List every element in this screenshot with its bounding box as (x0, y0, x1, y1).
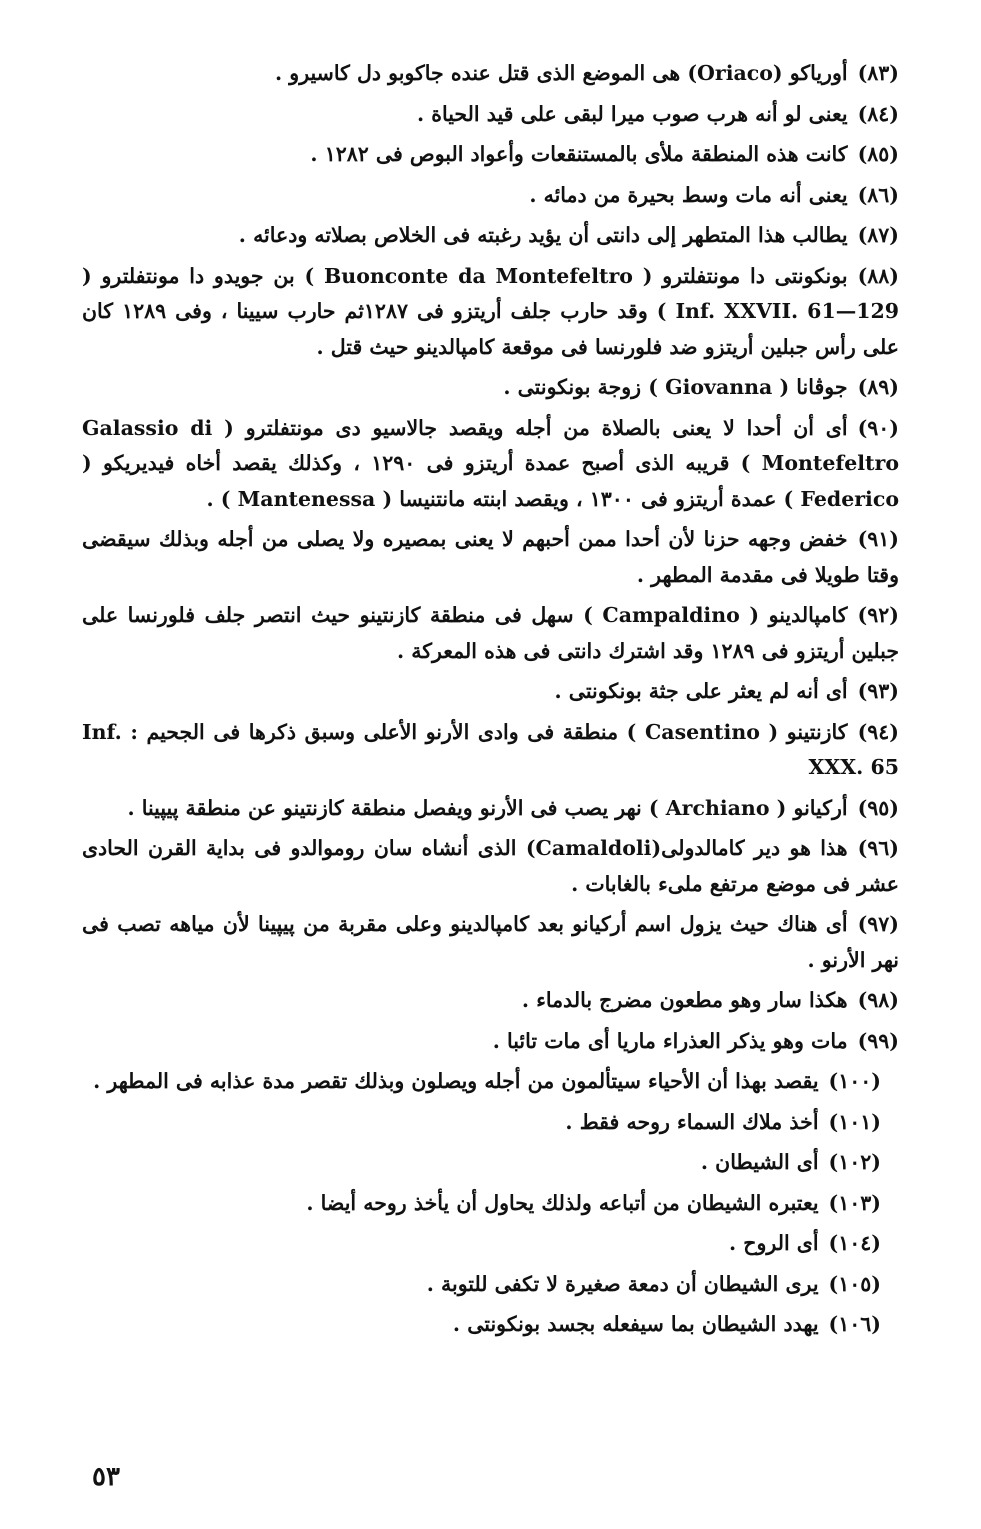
footnote-text: يعنى أنه مات وسط بحيرة من دمائه . (529, 182, 848, 207)
footnote-number: (١٠٥) (828, 1271, 881, 1296)
footnote-number: (١٠٦) (828, 1312, 881, 1336)
footnote (82, 370, 899, 406)
footnote (82, 56, 899, 92)
footnote-text: أورياكو (Oriaco) هى الموضع الذى قتل عنده جاكوبو دل كاسيرو . (275, 61, 848, 85)
footnote-text: يطالب هذا المتطهر إلى دانتى أن يؤيد رغبته فى الخلاص بصلاته ودعائه . (238, 223, 848, 247)
footnote-text: هكذا سار وهو مطعون مضرج بالدماء . (521, 988, 848, 1012)
footnote-text: أى الروح . (729, 1231, 819, 1255)
footnote-number: (٩٦) (857, 836, 899, 860)
footnote-text: يرى الشيطان أن دمعة صغيرة لا تكفى للتوبة . (426, 1271, 819, 1296)
footnote-number: (٨٦) (857, 182, 899, 207)
footnote (82, 598, 899, 669)
footnote (82, 674, 899, 710)
footnote-number: (٨٨) (857, 263, 899, 288)
footnote (82, 522, 899, 593)
footnote-text: يعتبره الشيطان من أتباعه ولذلك يحاول أن يأخذ روحه أيضا . (306, 1190, 819, 1215)
footnote (82, 97, 899, 133)
footnote-text: أى أن أحدا لا يعنى بالصلاة من أجله ويقصد جالاسيو دى مونتفلترو ( Galassio di Montefeltro ) قريبه الذى أصبح عمدة أريتزو فى ١٢٩٠ ، وكذلك يقصد أخاه فيديريكو ( Federico ) عمدة أريتزو فى ١٣٠٠ ، ويقصد ابنته مانتنيسا ( Mantenessa ) . (82, 415, 899, 511)
footnote-number: (٨٤) (857, 101, 899, 126)
footnote (82, 1105, 899, 1141)
footnote-number: (٩٩) (857, 1028, 899, 1053)
footnote-text: جوڤانا ( Giovanna ) زوجة بونكونتى . (503, 375, 848, 399)
footnote-text: مات وهو يذكر العذراء ماريا أى مات تائبا . (492, 1028, 848, 1053)
footnote-number: (٨٣) (857, 61, 899, 85)
footnote-number: (٩٨) (857, 988, 899, 1012)
footnote (82, 1186, 899, 1222)
footnote (82, 715, 899, 786)
footnote (82, 1064, 899, 1100)
footnote-text: يهدد الشيطان بما سيفعله بجسد بونكونتى . (452, 1312, 819, 1336)
footnote (82, 791, 899, 827)
footnote (82, 1024, 899, 1060)
footnote-text: بونكونتى دا مونتفلترو ( Buonconte da Montefeltro ) بن جويدو دا مونتفلترو ( Inf. XXVII. 61—129 ) وقد حارب جلف أريتزو فى ١٢٨٧ثم حارب سيينا ، وفى ١٢٨٩ كان على رأس جبلين أريتزو ضد فلورنسا فى موقعة كامپالدينو حيث قتل . (82, 263, 900, 359)
footnote-number: (١٠٠) (828, 1069, 881, 1093)
footnote-text: يعنى لو أنه هرب صوب ميرا لبقى على قيد الحياة . (416, 101, 848, 126)
footnote-text: أى الشيطان . (700, 1150, 819, 1174)
footnote (82, 1307, 899, 1343)
footnote-text: يقصد بهذا أن الأحياء سيتألمون من أجله ويصلون وبذلك تقصر مدة عذابه فى المطهر . (93, 1069, 819, 1093)
footnote (82, 831, 899, 902)
footnote (82, 983, 899, 1019)
footnote-text: كامپالدينو ( Campaldino ) سهل فى منطقة كازنتينو حيث انتصر جلف فلورنسا على جبلين أريتزو فى ١٢٨٩ وقد اشترك دانتى فى هذه المعركة . (82, 603, 899, 663)
footnote-number: (٨٧) (857, 223, 899, 247)
footnote-text: كانت هذه المنطقة ملأى بالمستنقعات وأعواد البوص فى ١٢٨٢ . (310, 142, 848, 166)
footnote-text: هذا هو دير كامالدولى(Camaldoli) الذى أنشاه سان روموالدو فى بداية القرن الحادى عشر فى موضع مرتفع ملىء بالغابات . (82, 836, 899, 896)
footnote (82, 1145, 899, 1181)
footnote-text: أخذ ملاك السماء روحه فقط . (565, 1109, 819, 1134)
footnote-number: (٩٤) (857, 719, 899, 744)
footnote-text: أى هناك حيث يزول اسم أركيانو بعد كامپالدينو وعلى مقربة من پيپينا لأن مياهه تصب فى نهر الأرنو . (82, 912, 899, 972)
footnotes-list (82, 56, 899, 1343)
footnote-number: (٨٩) (857, 375, 899, 399)
footnote (82, 1267, 899, 1303)
footnote-number: (٩٠) (857, 415, 899, 440)
footnote (82, 411, 899, 518)
footnote (82, 218, 899, 254)
footnote-number: (١٠٣) (828, 1190, 881, 1215)
footnote-text: كازنتينو ( Casentino ) منطقة فى وادى الأرنو الأعلى وسبق ذكرها فى الجحيم : Inf. XXX. 65 (82, 719, 899, 779)
footnote-text: خفض وجهه حزنا لأن أحدا ممن أحبهم لا يعنى بمصيره ولا يصلى من أجله وبذلك سيقضى وقتا طويلا فى مقدمة المطهر . (82, 527, 899, 587)
footnote-number: (٩٢) (857, 603, 899, 627)
page-number: ٥٣ (92, 1462, 120, 1492)
footnote (82, 1226, 899, 1262)
footnote-number: (٩٣) (857, 679, 899, 703)
footnote-text: أى أنه لم يعثر على جثة بونكونتى . (554, 679, 848, 703)
footnote-number: (٨٥) (857, 142, 899, 166)
footnote-number: (٩١) (857, 527, 899, 551)
footnote-number: (٩٥) (857, 795, 899, 820)
footnote (82, 259, 899, 366)
footnote-number: (١٠٢) (828, 1150, 881, 1174)
footnote-number: (١٠٤) (828, 1231, 881, 1255)
footnote (82, 907, 899, 978)
footnote (82, 178, 899, 214)
footnote (82, 137, 899, 173)
footnote-number: (٩٧) (857, 912, 899, 936)
footnote-number: (١٠١) (828, 1109, 881, 1134)
footnote-text: أركيانو ( Archiano ) نهر يصب فى الأرنو ويفصل منطقة كازنتينو عن منطقة پيپينا . (127, 795, 848, 820)
